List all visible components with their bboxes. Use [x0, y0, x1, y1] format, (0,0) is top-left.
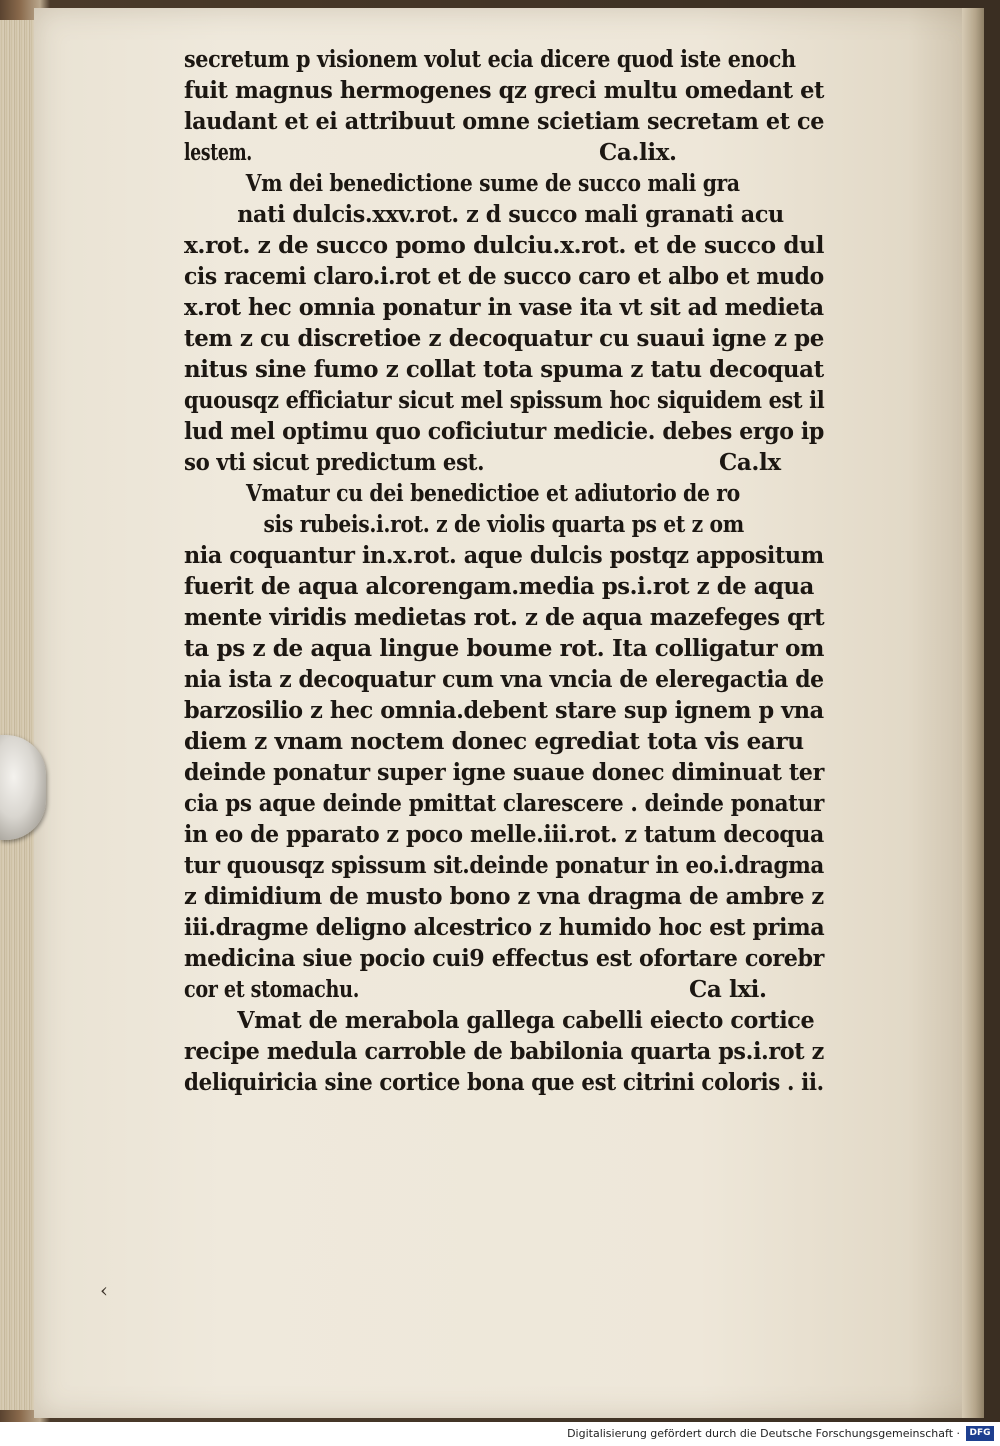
line-text: secretum p visionem volut ecia dicere quod iste enoch: [184, 46, 796, 73]
line-text: iii.dragme deligno alcestrico z humido hoc est prima: [184, 914, 825, 941]
chapter-heading: Ca lxi.: [689, 976, 767, 1003]
line-text: nati dulcis.xxv.rot. z d succo mali granati acu: [237, 201, 784, 228]
text-line: [184, 788, 884, 819]
text-line: [184, 571, 884, 602]
text-line: [184, 1036, 884, 1067]
line-text: cis racemi claro.i.rot et de succo caro et albo et mudo: [184, 263, 824, 290]
ink-mark: ‹: [100, 1278, 108, 1302]
text-line: [184, 385, 884, 416]
text-line: [184, 1005, 884, 1036]
text-line: [184, 974, 884, 1005]
text-line: [184, 850, 884, 881]
page-right-edge: [962, 8, 984, 1418]
text-line: [184, 44, 884, 75]
text-line: [184, 199, 884, 230]
line-text: lud mel optimu quo coficiutur medicie. debes ergo ip: [184, 418, 824, 445]
line-text: deinde ponatur super igne suaue donec diminuat ter: [184, 759, 824, 786]
text-block: [184, 44, 884, 1098]
text-line: [184, 819, 884, 850]
text-line: [184, 137, 884, 168]
page-edges: [0, 20, 35, 1410]
text-line: [184, 757, 884, 788]
line-text: fuit magnus hermogenes qz greci multu omedant et: [184, 77, 825, 104]
text-line: [184, 881, 884, 912]
text-line: [184, 447, 884, 478]
text-line: [184, 1067, 884, 1098]
text-line: [184, 354, 884, 385]
text-line: [184, 75, 884, 106]
line-text: recipe medula carroble de babilonia quarta ps.i.rot z: [184, 1038, 824, 1065]
line-text: nia ista z decoquatur cum vna vncia de eleregactia de: [184, 666, 824, 693]
line-text: fuerit de aqua alcorengam.media ps.i.rot z de aqua: [184, 573, 814, 600]
line-text: sis rubeis.i.rot. z de violis quarta ps et z om: [263, 511, 744, 538]
line-text: nitus sine fumo z collat tota spuma z tatu decoquat: [184, 356, 824, 383]
text-line: [184, 540, 884, 571]
line-text: mente viridis medietas rot. z de aqua mazefeges qrt: [184, 604, 825, 631]
line-text: tem z cu discretioe z decoquatur cu suaui igne z pe: [184, 325, 824, 352]
line-text: Vmat de merabola gallega cabelli eiecto cortice: [237, 1007, 815, 1034]
line-text: cia ps aque deinde pmittat clarescere . deinde ponatur: [184, 790, 824, 817]
line-text: laudant et ei attribuut omne scietiam secretam et ce: [184, 108, 825, 135]
text-line: [184, 168, 884, 199]
text-line: [184, 602, 884, 633]
line-text: z dimidium de musto bono z vna dragma de ambre z: [184, 883, 824, 910]
line-text: medicina siue pocio cui9 effectus est ofortare corebr: [184, 945, 825, 972]
line-text: quousqz efficiatur sicut mel spissum hoc siquidem est il: [184, 387, 825, 414]
line-text: x.rot hec omnia ponatur in vase ita vt sit ad medieta: [184, 294, 824, 321]
text-line: [184, 664, 884, 695]
text-line: [184, 726, 884, 757]
text-line: [184, 292, 884, 323]
line-text: Vmatur cu dei benedictioe et adiutorio de ro: [246, 480, 740, 507]
line-text: barzosilio z hec omnia.debent stare sup ignem p vna: [184, 697, 824, 724]
text-line: [184, 943, 884, 974]
text-line: [184, 416, 884, 447]
text-line: [184, 509, 884, 540]
text-line: [184, 478, 884, 509]
text-line: [184, 695, 884, 726]
text-line: [184, 323, 884, 354]
text-line: [184, 261, 884, 292]
line-text: so vti sicut predictum est.: [184, 449, 485, 476]
line-text: tur quousqz spissum sit.deinde ponatur in eo.i.dragma: [184, 852, 824, 879]
footer-credit: Digitalisierung gefördert durch die Deutsche Forschungsgemeinschaft ·: [567, 1427, 960, 1440]
line-text: cor et stomachu.: [184, 976, 360, 1003]
book-page: [34, 8, 984, 1418]
text-line: [184, 230, 884, 261]
line-text: deliquiricia sine cortice bona que est citrini coloris . ii.: [184, 1069, 824, 1096]
chapter-heading: Ca.lix.: [599, 139, 677, 166]
line-text: x.rot. z de succo pomo dulciu.x.rot. et de succo dul: [184, 232, 825, 259]
line-text: in eo de pparato z poco melle.iii.rot. z tatum decoqua: [184, 821, 824, 848]
text-line: [184, 633, 884, 664]
line-text: nia coquantur in.x.rot. aque dulcis postqz appositum: [184, 542, 824, 569]
line-text: lestem.: [184, 139, 252, 166]
line-text: Vm dei benedictione sume de succo mali gra: [245, 170, 740, 197]
line-text: ta ps z de aqua lingue boume rot. Ita colligatur om: [184, 635, 824, 662]
line-text: diem z vnam noctem donec egrediat tota vis earu: [184, 728, 804, 755]
text-line: [184, 106, 884, 137]
dfg-logo: DFG: [966, 1426, 994, 1441]
chapter-heading: Ca.lx: [719, 449, 781, 476]
text-line: [184, 912, 884, 943]
